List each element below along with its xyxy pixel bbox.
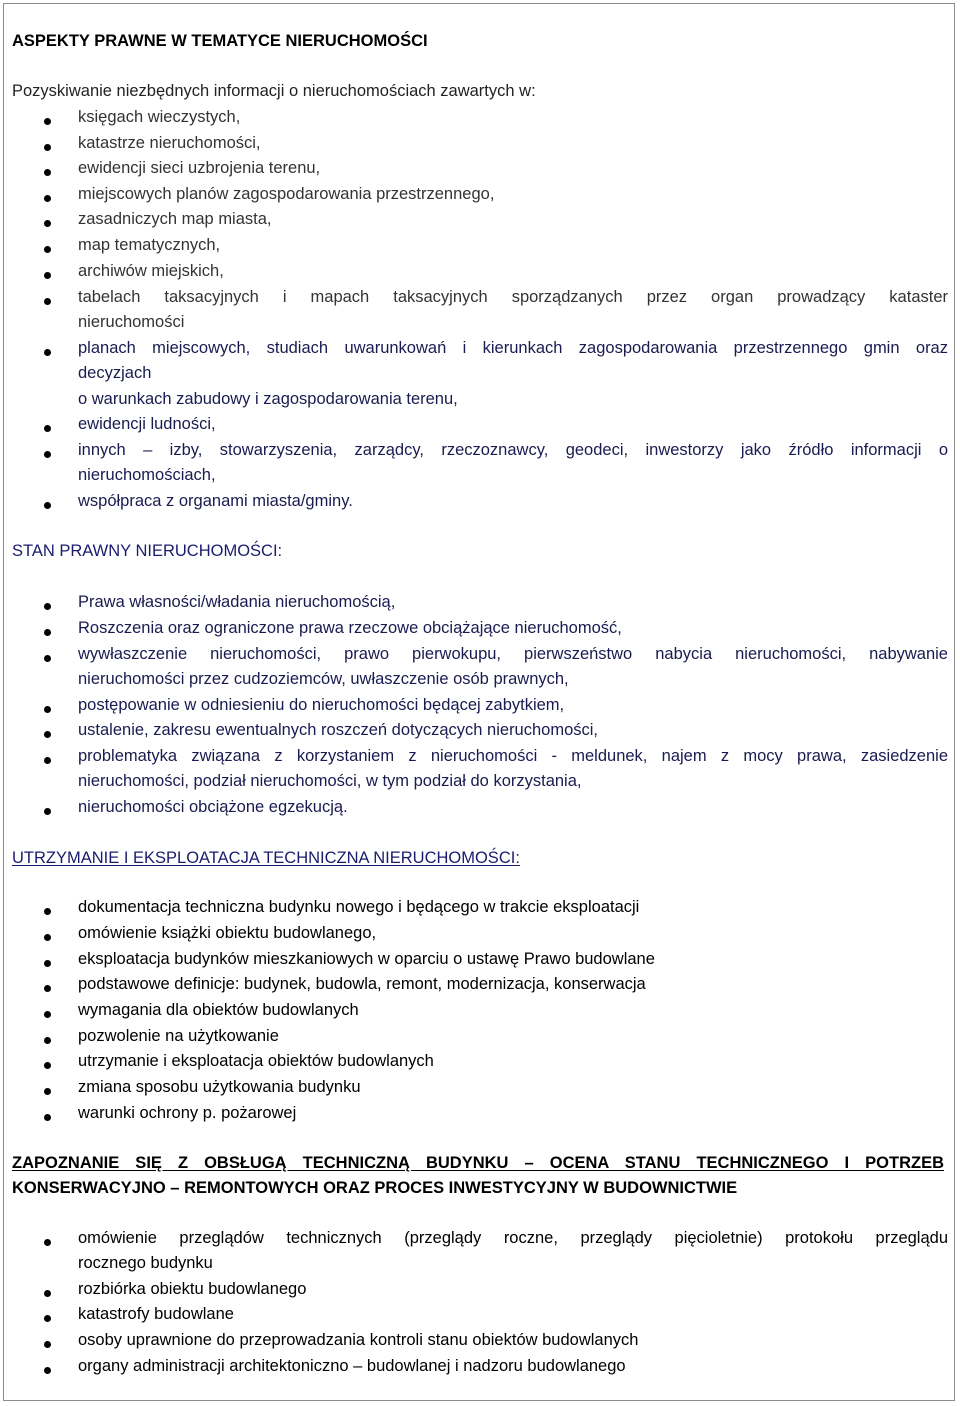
list-item: miejscowych planów zagospodarowania przestrzennego, [78,185,495,203]
section3-heading: UTRZYMANIE I EKSPLOATACJA TECHNICZNA NIERUCHOMOŚCI: [12,849,520,867]
list-item: organy administracji architektoniczno – budowlanej i nadzoru budowlanego [78,1357,626,1375]
section4-heading: ZAPOZNANIE SIĘ Z OBSŁUGĄ TECHNICZNĄ BUDYNKU – OCENA STANU TECHNICZNEGO I POTRZEB [12,1154,944,1172]
list-item-continuation: rocznego budynku [78,1254,213,1272]
bullet-icon [44,1239,51,1246]
bullet-icon [44,298,51,305]
list-item-continuation: nieruchomości przez cudzoziemców, uwłaszczenie osób prawnych, [78,670,569,688]
list-item-continuation: nieruchomości [78,313,185,331]
list-item: eksploatacja budynków mieszkaniowych w oparciu o ustawę Prawo budowlane [78,950,655,968]
bullet-icon [44,731,51,738]
bullet-icon [44,246,51,253]
document-page [3,3,955,1401]
list-item: pozwolenie na użytkowanie [78,1027,279,1045]
section4-heading-line2: KONSERWACYJNO – REMONTOWYCH ORAZ PROCES INWESTYCYJNY W BUDOWNICTWIE [12,1179,738,1197]
bullet-icon [44,603,51,610]
list-item: dokumentacja techniczna budynku nowego i będącego w trakcie eksploatacji [78,898,640,916]
bullet-icon [44,502,51,509]
list-item: katastrze nieruchomości, [78,134,261,152]
bullet-icon [44,1037,51,1044]
list-item: warunki ochrony p. pożarowej [78,1104,297,1122]
list-item-continuation: o warunkach zabudowy i zagospodarowania terenu, [78,390,458,408]
bullet-icon [44,1088,51,1095]
bullet-icon [44,808,51,815]
bullet-icon [44,272,51,279]
list-item: katastrofy budowlane [78,1305,234,1323]
list-item: współpraca z organami miasta/gminy. [78,492,353,510]
list-item: zmiana sposobu użytkowania budynku [78,1078,361,1096]
bullet-icon [44,195,51,202]
intro-text: Pozyskiwanie niezbędnych informacji o nieruchomościach zawartych w: [12,82,536,100]
bullet-icon [44,960,51,967]
bullet-icon [44,451,51,458]
bullet-icon [44,1114,51,1121]
list-item: postępowanie w odniesieniu do nieruchomości będącej zabytkiem, [78,696,565,714]
bullet-icon [44,425,51,432]
list-item-continuation: decyzjach [78,364,152,382]
bullet-icon [44,144,51,151]
list-item: zasadniczych map miasta, [78,210,272,228]
list-item: map tematycznych, [78,236,221,254]
list-item: wywłaszczenie nieruchomości, prawo pierwokupu, pierwszeństwo nabycia nieruchomości, nabywanie [78,645,948,663]
list-item: innych – izby, stowarzyszenia, zarządcy, rzeczoznawcy, geodeci, inwestorzy jako źródło informacji o [78,441,948,459]
bullet-icon [44,349,51,356]
bullet-icon [44,1315,51,1322]
bullet-icon [44,1290,51,1297]
bullet-icon [44,655,51,662]
list-item: omówienie przeglądów technicznych (przeglądy roczne, przeglądy pięcioletnie) protokołu przeglądu [78,1229,948,1247]
bullet-icon [44,706,51,713]
bullet-icon [44,629,51,636]
list-item: tabelach taksacyjnych i mapach taksacyjnych sporządzanych przez organ prowadzący kataster [78,288,948,306]
list-item: ustalenie, zakresu ewentualnych roszczeń dotyczących nieruchomości, [78,721,599,739]
bullet-icon [44,118,51,125]
list-item: utrzymanie i eksploatacja obiektów budowlanych [78,1052,434,1070]
bullet-icon [44,908,51,915]
list-item: omówienie książki obiektu budowlanego, [78,924,377,942]
list-item: Prawa własności/władania nieruchomością, [78,593,396,611]
list-item: ewidencji sieci uzbrojenia terenu, [78,159,321,177]
page-title: ASPEKTY PRAWNE W TEMATYCE NIERUCHOMOŚCI [12,32,428,50]
list-item: planach miejscowych, studiach uwarunkowań i kierunkach zagospodarowania przestrzennego gmin oraz [78,339,948,357]
bullet-icon [44,220,51,227]
list-item: Roszczenia oraz ograniczone prawa rzeczowe obciążające nieruchomość, [78,619,622,637]
section2-heading: STAN PRAWNY NIERUCHOMOŚCI: [12,542,283,560]
bullet-icon [44,1341,51,1348]
bullet-icon [44,757,51,764]
list-item: rozbiórka obiektu budowlanego [78,1280,307,1298]
list-item-continuation: nieruchomości, podział nieruchomości, w tym podział do korzystania, [78,772,582,790]
list-item: problematyka związana z korzystaniem z nieruchomości - meldunek, najem z mocy prawa, zasiedzenie [78,747,948,765]
bullet-icon [44,934,51,941]
list-item: podstawowe definicje: budynek, budowla, remont, modernizacja, konserwacja [78,975,646,993]
bullet-icon [44,1367,51,1374]
list-item: ewidencji ludności, [78,415,216,433]
list-item: archiwów miejskich, [78,262,224,280]
list-item: księgach wieczystych, [78,108,241,126]
list-item: nieruchomości obciążone egzekucją. [78,798,348,816]
bullet-icon [44,985,51,992]
list-item: wymagania dla obiektów budowlanych [78,1001,359,1019]
bullet-icon [44,169,51,176]
list-item-continuation: nieruchomościach, [78,466,216,484]
bullet-icon [44,1062,51,1069]
list-item: osoby uprawnione do przeprowadzania kontroli stanu obiektów budowlanych [78,1331,639,1349]
bullet-icon [44,1011,51,1018]
